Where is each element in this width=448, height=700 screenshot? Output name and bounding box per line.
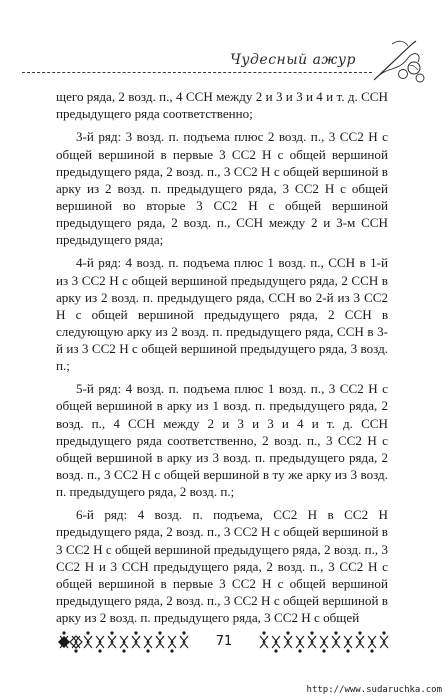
header-dashed-rule <box>22 72 372 73</box>
knitting-needle-yarn-icon <box>368 38 426 84</box>
paragraph-row-4: 4-й ряд: 4 возд. п. подъема плюс 1 возд. п., ССН в 1-й из 3 СС2 Н с общей вершиной предыдущего ряда, 2 ССН в арку из 2 возд. п. предыдущего ряда, ССН во 2-й из 3 СС2 Н с общей вершиной предыдущего ряда, 2 ССН в следующую арку из 2 возд. п. предыдущего ряда, ССН в 3-й из 3 СС2 Н с общей вершиной предыдущего ряда, 3 возд. п.; <box>56 255 388 373</box>
page-body-text <box>56 88 388 632</box>
paragraph-row-6: 6-й ряд: 4 возд. п. подъема, СС2 Н в СС2 Н предыдущего ряда, 2 возд. п., 3 СС2 Н с общей вершиной в 3 СС2 Н с общей вершиной предыдущего ряда, 2 возд. п., 3 СС2 Н и 3 ССН предыдущего ряда, 2 возд. п., 3 СС2 Н с общей вершиной в первые 3 СС2 Н с общей вершиной предыдущего ряда, 2 возд. п., 3 СС2 Н с общей вершиной в арку из 2 возд. п. предыдущего ряда, 3 СС2 Н с общей <box>56 507 388 625</box>
page-footer <box>58 630 390 654</box>
source-watermark: http://www.sudaruchka.com <box>306 685 442 695</box>
paragraph-row-3: 3-й ряд: 3 возд. п. подъема плюс 2 возд. п., 3 СС2 Н с общей вершиной в первые 3 СС2 Н с общей вершиной предыдущего ряда, 2 возд. п., 3 СС2 Н с общей вершиной в арку из 2 возд. п. предыдущего ряда, 3 СС2 Н с общей вершиной во вторые 3 СС2 Н с общей вершиной предыдущего ряда, 2 возд. п., ССН между 2 и 3-м ССН предыдущего ряда; <box>56 129 388 248</box>
page-number: 71 <box>215 634 233 649</box>
running-header <box>22 44 426 84</box>
header-title: Чудесный ажур <box>230 52 356 68</box>
paragraph-continuation: щего ряда, 2 возд. п., 4 ССН между 2 и 3 и 3 и 4 и т. д. ССН предыдущего ряда соответственно; <box>56 89 388 122</box>
paragraph-row-5: 5-й ряд: 4 возд. п. подъема плюс 1 возд. п., 3 СС2 Н с общей вершиной в арку из 1 возд. п. предыдущего ряда, 2 возд. п., 4 ССН между 2 и 3 и 3 и 4 и т. д. ССН предыдущего ряда соответственно, 2 возд. п., 3 СС2 Н с общей вершиной в арку из 3 возд. п. предыдущего ряда, 2 возд. п., 3 СС2 Н с общей вершиной в ту же арку из 3 возд. п. предыдущего ряда, 2 возд. п.; <box>56 381 388 499</box>
